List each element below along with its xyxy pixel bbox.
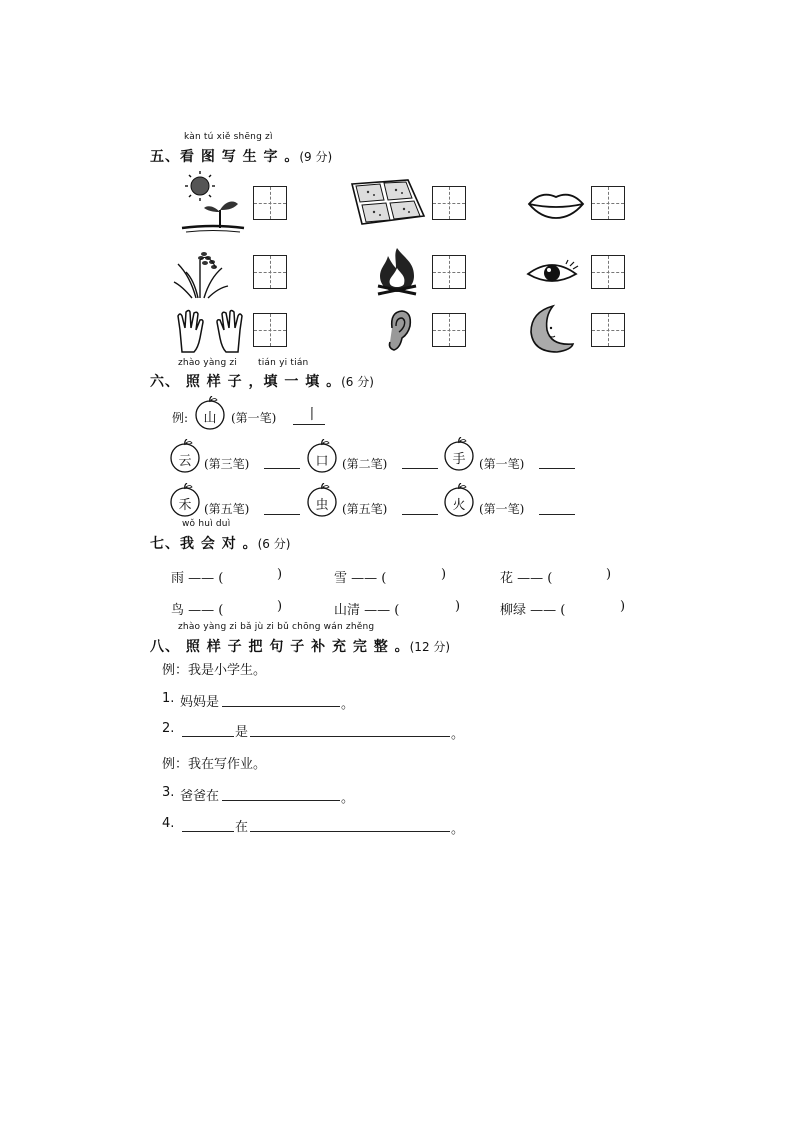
section5-score: (9 分) xyxy=(299,150,333,164)
writing-grid-7[interactable] xyxy=(253,313,287,347)
section6-example-label: 例: xyxy=(172,411,189,425)
q2-number: 2. xyxy=(162,721,175,736)
pair-1-word: 雨 —— ( xyxy=(171,571,224,586)
q1-number: 1. xyxy=(162,691,175,706)
apple-item-2-blank[interactable] xyxy=(402,467,438,469)
writing-grid-1[interactable] xyxy=(253,186,287,220)
pair-1-close: ) xyxy=(277,567,283,582)
q4-blank-1[interactable] xyxy=(182,830,234,832)
apple-item-5 xyxy=(306,483,338,517)
pair-6-close: ) xyxy=(620,599,626,614)
apple-item-6-char: 火 xyxy=(452,498,466,513)
section6-pinyin-left: zhào yàng zi xyxy=(178,358,238,368)
q2-blank-2[interactable] xyxy=(250,735,450,737)
pair-5-word: 山清 —— ( xyxy=(334,603,400,618)
section6-example-hint: (第一笔) xyxy=(231,411,277,425)
q2-period: 。 xyxy=(451,727,465,742)
apple-item-1-blank[interactable] xyxy=(264,467,300,469)
section8-example-1: 例：我是小学生。 xyxy=(162,663,267,678)
moon-icon xyxy=(527,304,575,354)
apple-item-3-hint: (第一笔) xyxy=(479,457,525,471)
section8-pinyin: zhào yàng zi bǎ jù zi bǔ chōng wán zhěng xyxy=(178,622,375,632)
pair-3-word: 花 —— ( xyxy=(500,571,553,586)
apple-item-6-blank[interactable] xyxy=(539,513,575,515)
q4-period: 。 xyxy=(451,822,465,837)
section7-pinyin: wǒ huì duì xyxy=(182,519,231,529)
writing-grid-3[interactable] xyxy=(591,186,625,220)
q3-number: 3. xyxy=(162,785,175,800)
apple-item-3-blank[interactable] xyxy=(539,467,575,469)
pair-6-word: 柳绿 —— ( xyxy=(500,603,566,618)
apple-example xyxy=(194,396,226,430)
section6-example-blank xyxy=(293,423,325,425)
q1-text: 妈妈是 xyxy=(180,695,220,710)
section6-example-answer: 丨 xyxy=(305,407,319,423)
q1-blank[interactable] xyxy=(222,705,340,707)
rice-plant-icon xyxy=(172,246,230,300)
apple-item-2 xyxy=(306,439,338,473)
q4-number: 4. xyxy=(162,816,175,831)
fire-icon xyxy=(374,246,420,298)
apple-item-1-hint: (第三笔) xyxy=(204,457,250,471)
section6-title xyxy=(150,371,374,391)
apple-item-5-char: 虫 xyxy=(315,498,329,513)
q4-mid: 在 xyxy=(235,820,249,835)
section5-pinyin: kàn tú xiě shēng zì xyxy=(184,132,273,142)
q3-text: 爸爸在 xyxy=(180,789,220,804)
ear-icon xyxy=(386,308,414,354)
writing-grid-5[interactable] xyxy=(432,255,466,289)
section6-pinyin-right: tián yi tián xyxy=(258,358,309,368)
apple-item-1-char: 云 xyxy=(178,454,192,469)
apple-item-5-blank[interactable] xyxy=(402,513,438,515)
section8-title-text: 八、 照 样 子 把 句 子 补 充 完 整 。 xyxy=(150,639,410,655)
apple-item-1 xyxy=(169,439,201,473)
pair-3-close: ) xyxy=(606,567,612,582)
apple-example-char: 山 xyxy=(203,411,217,426)
q3-period: 。 xyxy=(341,791,355,806)
pair-4-close: ) xyxy=(277,599,283,614)
lips-icon xyxy=(527,188,585,220)
section8-example-2: 例：我在写作业。 xyxy=(162,757,267,772)
apple-item-4-blank[interactable] xyxy=(264,513,300,515)
apple-item-5-hint: (第五笔) xyxy=(342,502,388,516)
section7-title xyxy=(150,533,290,553)
section5-title-text: 五、看 图 写 生 字 。 xyxy=(150,149,300,165)
writing-grid-8[interactable] xyxy=(432,313,466,347)
section6-title-text: 六、 照 样 子 ，填 一 填 。 xyxy=(150,374,342,390)
writing-grid-9[interactable] xyxy=(591,313,625,347)
pair-5-close: ) xyxy=(455,599,461,614)
hands-icon xyxy=(174,308,246,354)
section6-score: (6 分) xyxy=(341,375,374,389)
pair-2-close: ) xyxy=(441,567,447,582)
apple-item-6-hint: (第一笔) xyxy=(479,502,525,516)
q1-period: 。 xyxy=(341,697,355,712)
apple-item-2-hint: (第二笔) xyxy=(342,457,388,471)
writing-grid-4[interactable] xyxy=(253,255,287,289)
sun-sprout-icon xyxy=(180,170,246,234)
apple-item-3-char: 手 xyxy=(452,452,466,467)
apple-item-2-char: 口 xyxy=(315,454,329,469)
q2-mid: 是 xyxy=(235,725,249,740)
q2-blank-1[interactable] xyxy=(182,735,234,737)
eye-icon xyxy=(526,258,580,288)
pair-4-word: 鸟 —— ( xyxy=(171,603,224,618)
apple-item-4 xyxy=(169,483,201,517)
apple-item-4-char: 禾 xyxy=(178,498,192,513)
section7-title-text: 七、我 会 对 。 xyxy=(150,536,258,552)
apple-item-6 xyxy=(443,483,475,517)
section8-score: (12 分) xyxy=(409,640,451,654)
apple-item-4-hint: (第五笔) xyxy=(204,502,250,516)
cakes-icon xyxy=(346,178,426,226)
q3-blank[interactable] xyxy=(222,799,340,801)
section8-title xyxy=(150,636,450,656)
section7-score: (6 分) xyxy=(257,537,291,551)
section5-title xyxy=(150,146,332,166)
writing-grid-2[interactable] xyxy=(432,186,466,220)
pair-2-word: 雪 —— ( xyxy=(334,571,387,586)
q4-blank-2[interactable] xyxy=(250,830,450,832)
writing-grid-6[interactable] xyxy=(591,255,625,289)
apple-item-3 xyxy=(443,437,475,471)
